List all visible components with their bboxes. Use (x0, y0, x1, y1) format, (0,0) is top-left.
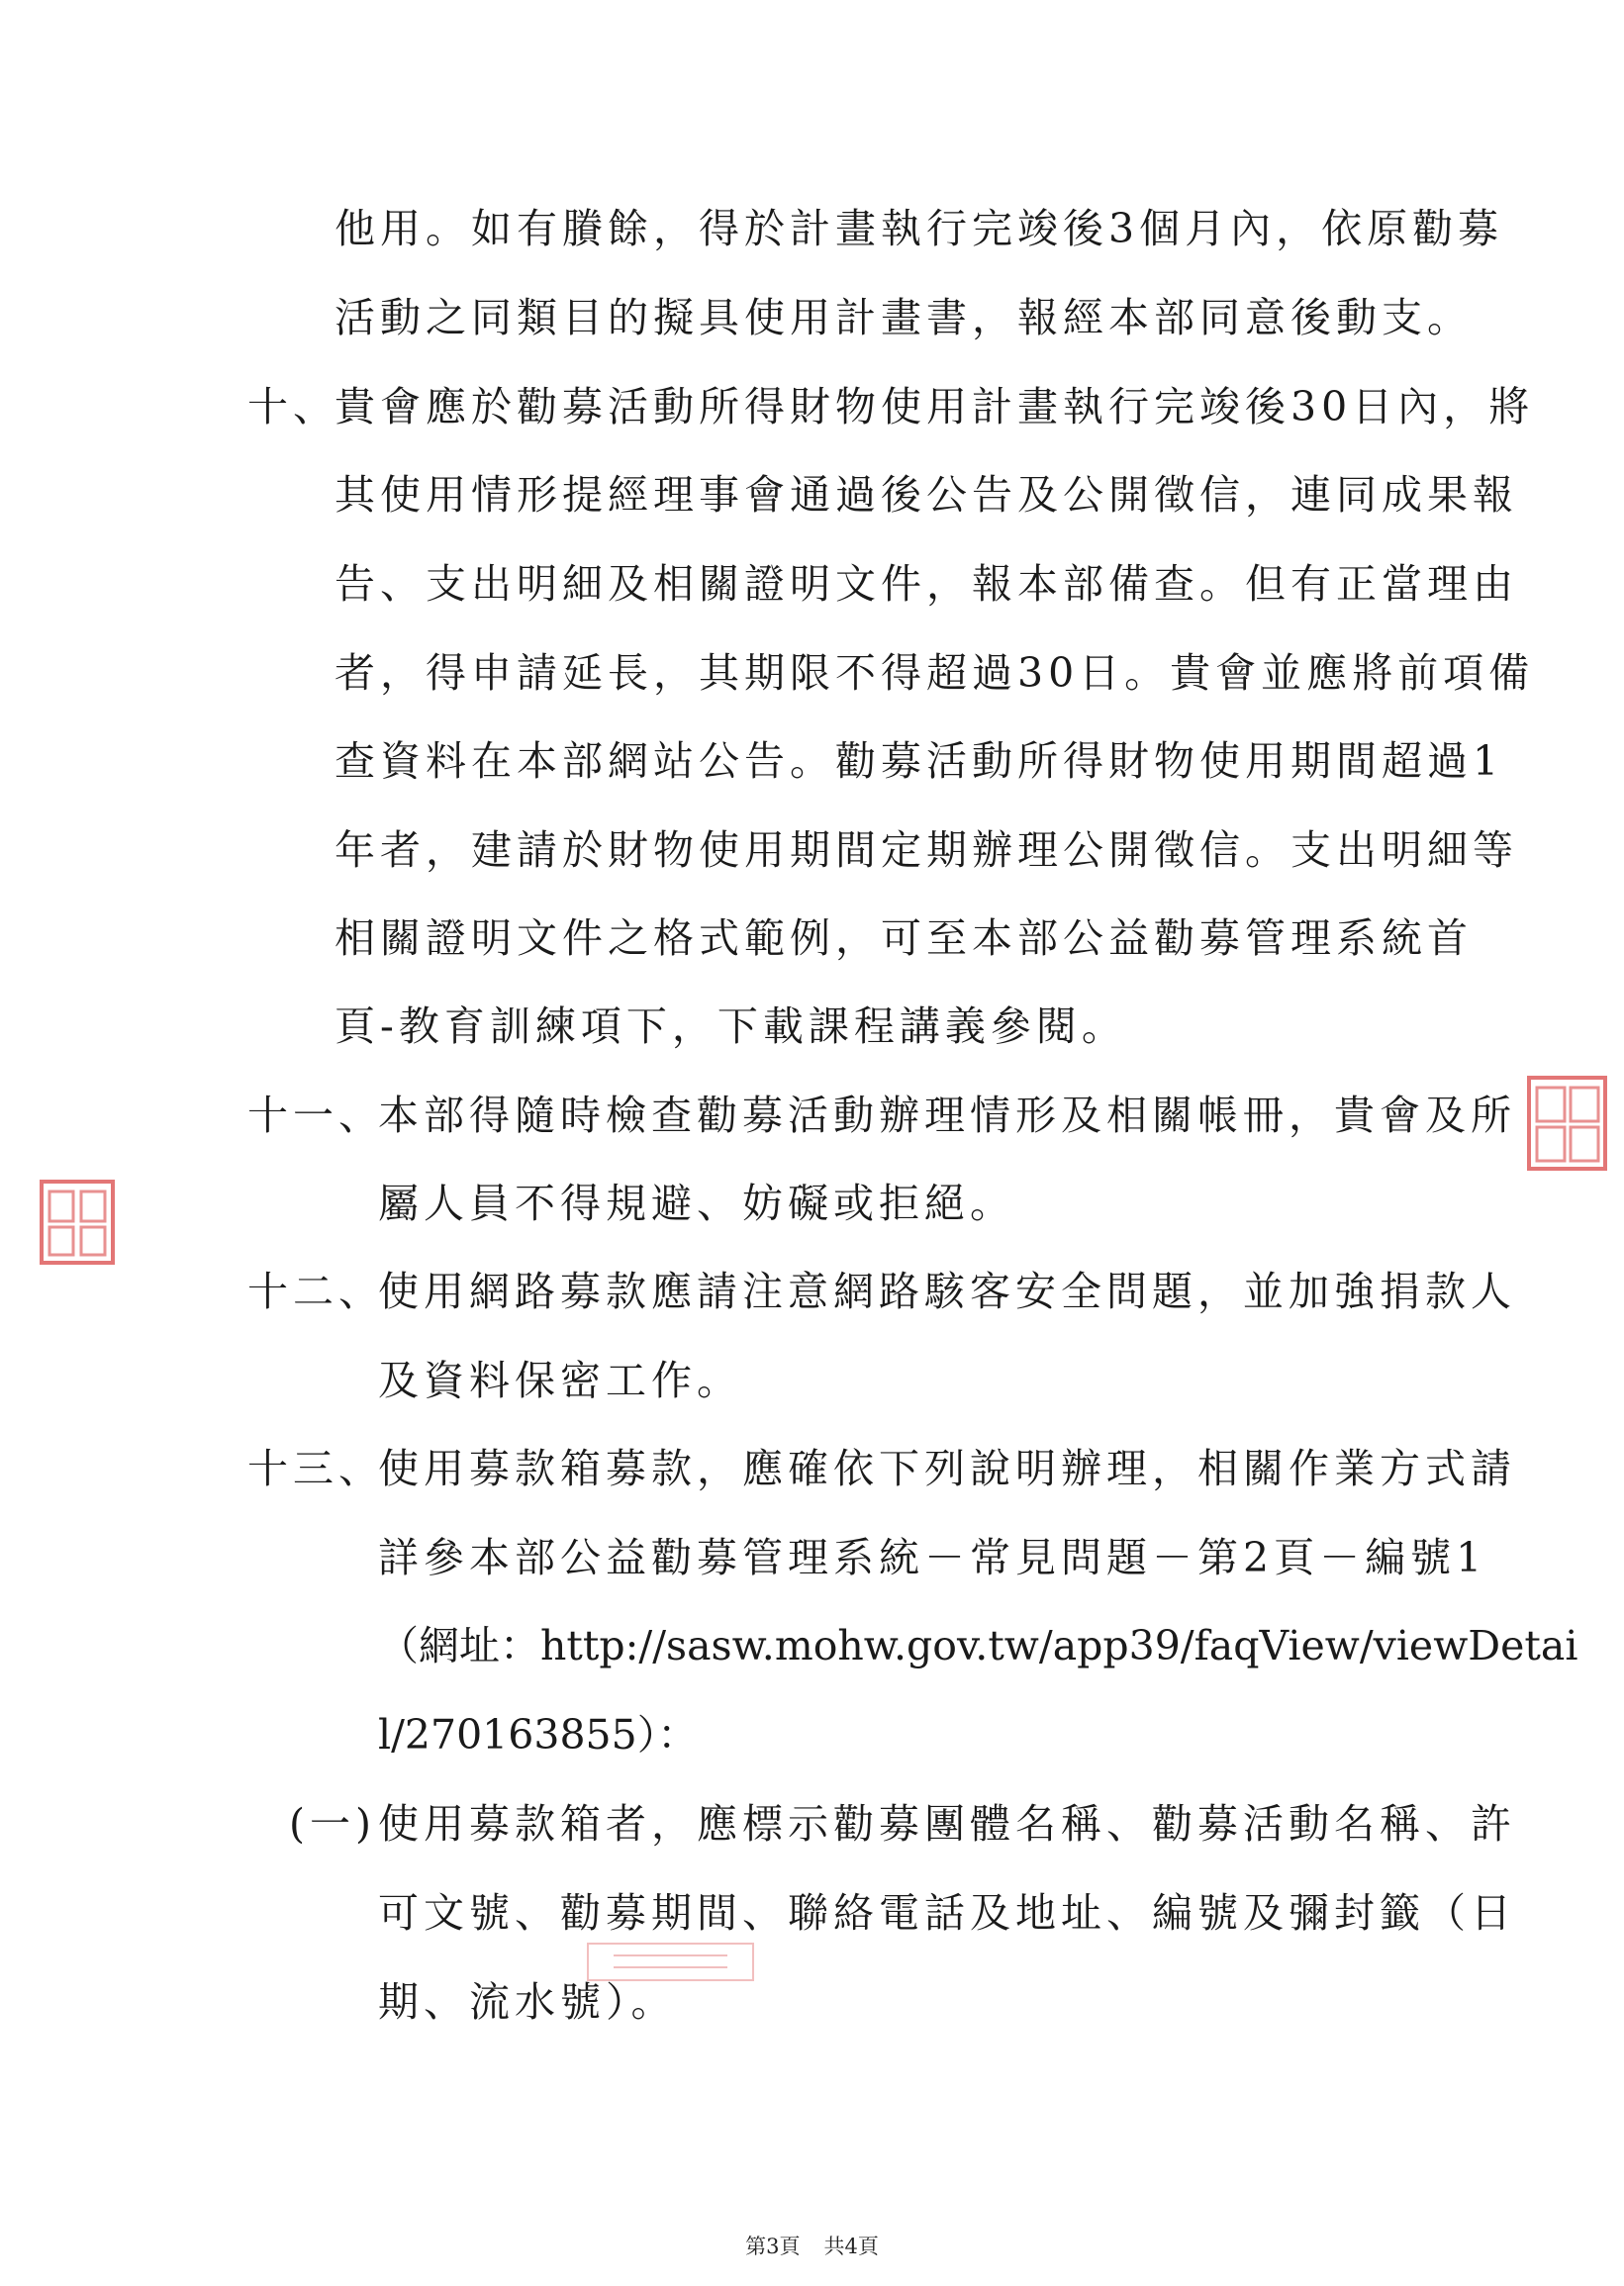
page-footer (0, 2231, 1624, 2260)
item-13-line-4: l/270163855）： (378, 1711, 699, 1759)
item-12-line-2: 及資料保密工作。 (378, 1357, 742, 1404)
item-10-line-7: 相關證明文件之格式範例，可至本部公益勸募管理系統首 (334, 914, 1473, 962)
seal-stamp-icon (1525, 1074, 1609, 1173)
subitem-1-line-2: 可文號、勸募期間、聯絡電話及地址、編號及彌封籤（日 (378, 1889, 1516, 1937)
item-13-marker: 十三、 (247, 1445, 384, 1492)
item-13-line-1: 使用募款箱募款，應確依下列說明辦理，相關作業方式請 (378, 1445, 1516, 1492)
subitem-1-marker: (一) (289, 1800, 376, 1848)
continuation-line-2: 活動之同類目的擬具使用計畫書，報經本部同意後動支。 (334, 294, 1473, 341)
subitem-1-line-3: 期、流水號）。 (378, 1978, 677, 2026)
item-10-line-8: 頁-教育訓練項下，下載課程講義參閱。 (334, 1002, 1127, 1050)
page-total: 共4頁 (823, 2235, 879, 2258)
continuation-line-1: 他用。如有賸餘，得於計畫執行完竣後3個月內，依原勸募 (334, 205, 1504, 252)
item-10-line-4: 者，得申請延長，其期限不得超過30日。貴會並應將前項備 (334, 649, 1535, 697)
seal-stamp-icon (38, 1178, 117, 1267)
item-13-line-3: （網址：http://sasw.mohw.gov.tw/app39/faqView/viewDetai (378, 1622, 1578, 1669)
item-12-line-1: 使用網路募款應請注意網路駭客安全問題，並加強捐款人 (378, 1268, 1516, 1315)
seal-stamp-icon (584, 1940, 757, 1984)
item-10-line-5: 查資料在本部網站公告。勸募活動所得財物使用期間超過1 (334, 737, 1504, 785)
item-11-line-2: 屬人員不得規避、妨礙或拒絕。 (378, 1180, 1015, 1227)
subitem-1-line-1: 使用募款箱者，應標示勸募團體名稱、勸募活動名稱、許 (378, 1800, 1516, 1848)
item-10-line-6: 年者，建請於財物使用期間定期辦理公開徵信。支出明細等 (334, 826, 1518, 874)
item-13-line-2: 詳參本部公益勸募管理系統－常見問題－第2頁－編號1 (378, 1534, 1487, 1581)
item-11-line-1: 本部得隨時檢查勸募活動辦理情形及相關帳冊，貴會及所 (378, 1092, 1516, 1139)
item-10-marker: 十、 (247, 383, 338, 430)
item-12-marker: 十二、 (247, 1268, 384, 1315)
item-10-line-3: 告、支出明細及相關證明文件，報本部備查。但有正當理由 (334, 560, 1518, 608)
item-10-line-1: 貴會應於勸募活動所得財物使用計畫執行完竣後30日內，將 (334, 383, 1535, 430)
item-11-marker: 十一、 (247, 1092, 384, 1139)
page-number: 第3頁 (745, 2235, 801, 2258)
item-10-line-2: 其使用情形提經理事會通過後公告及公開徵信，連同成果報 (334, 471, 1518, 519)
